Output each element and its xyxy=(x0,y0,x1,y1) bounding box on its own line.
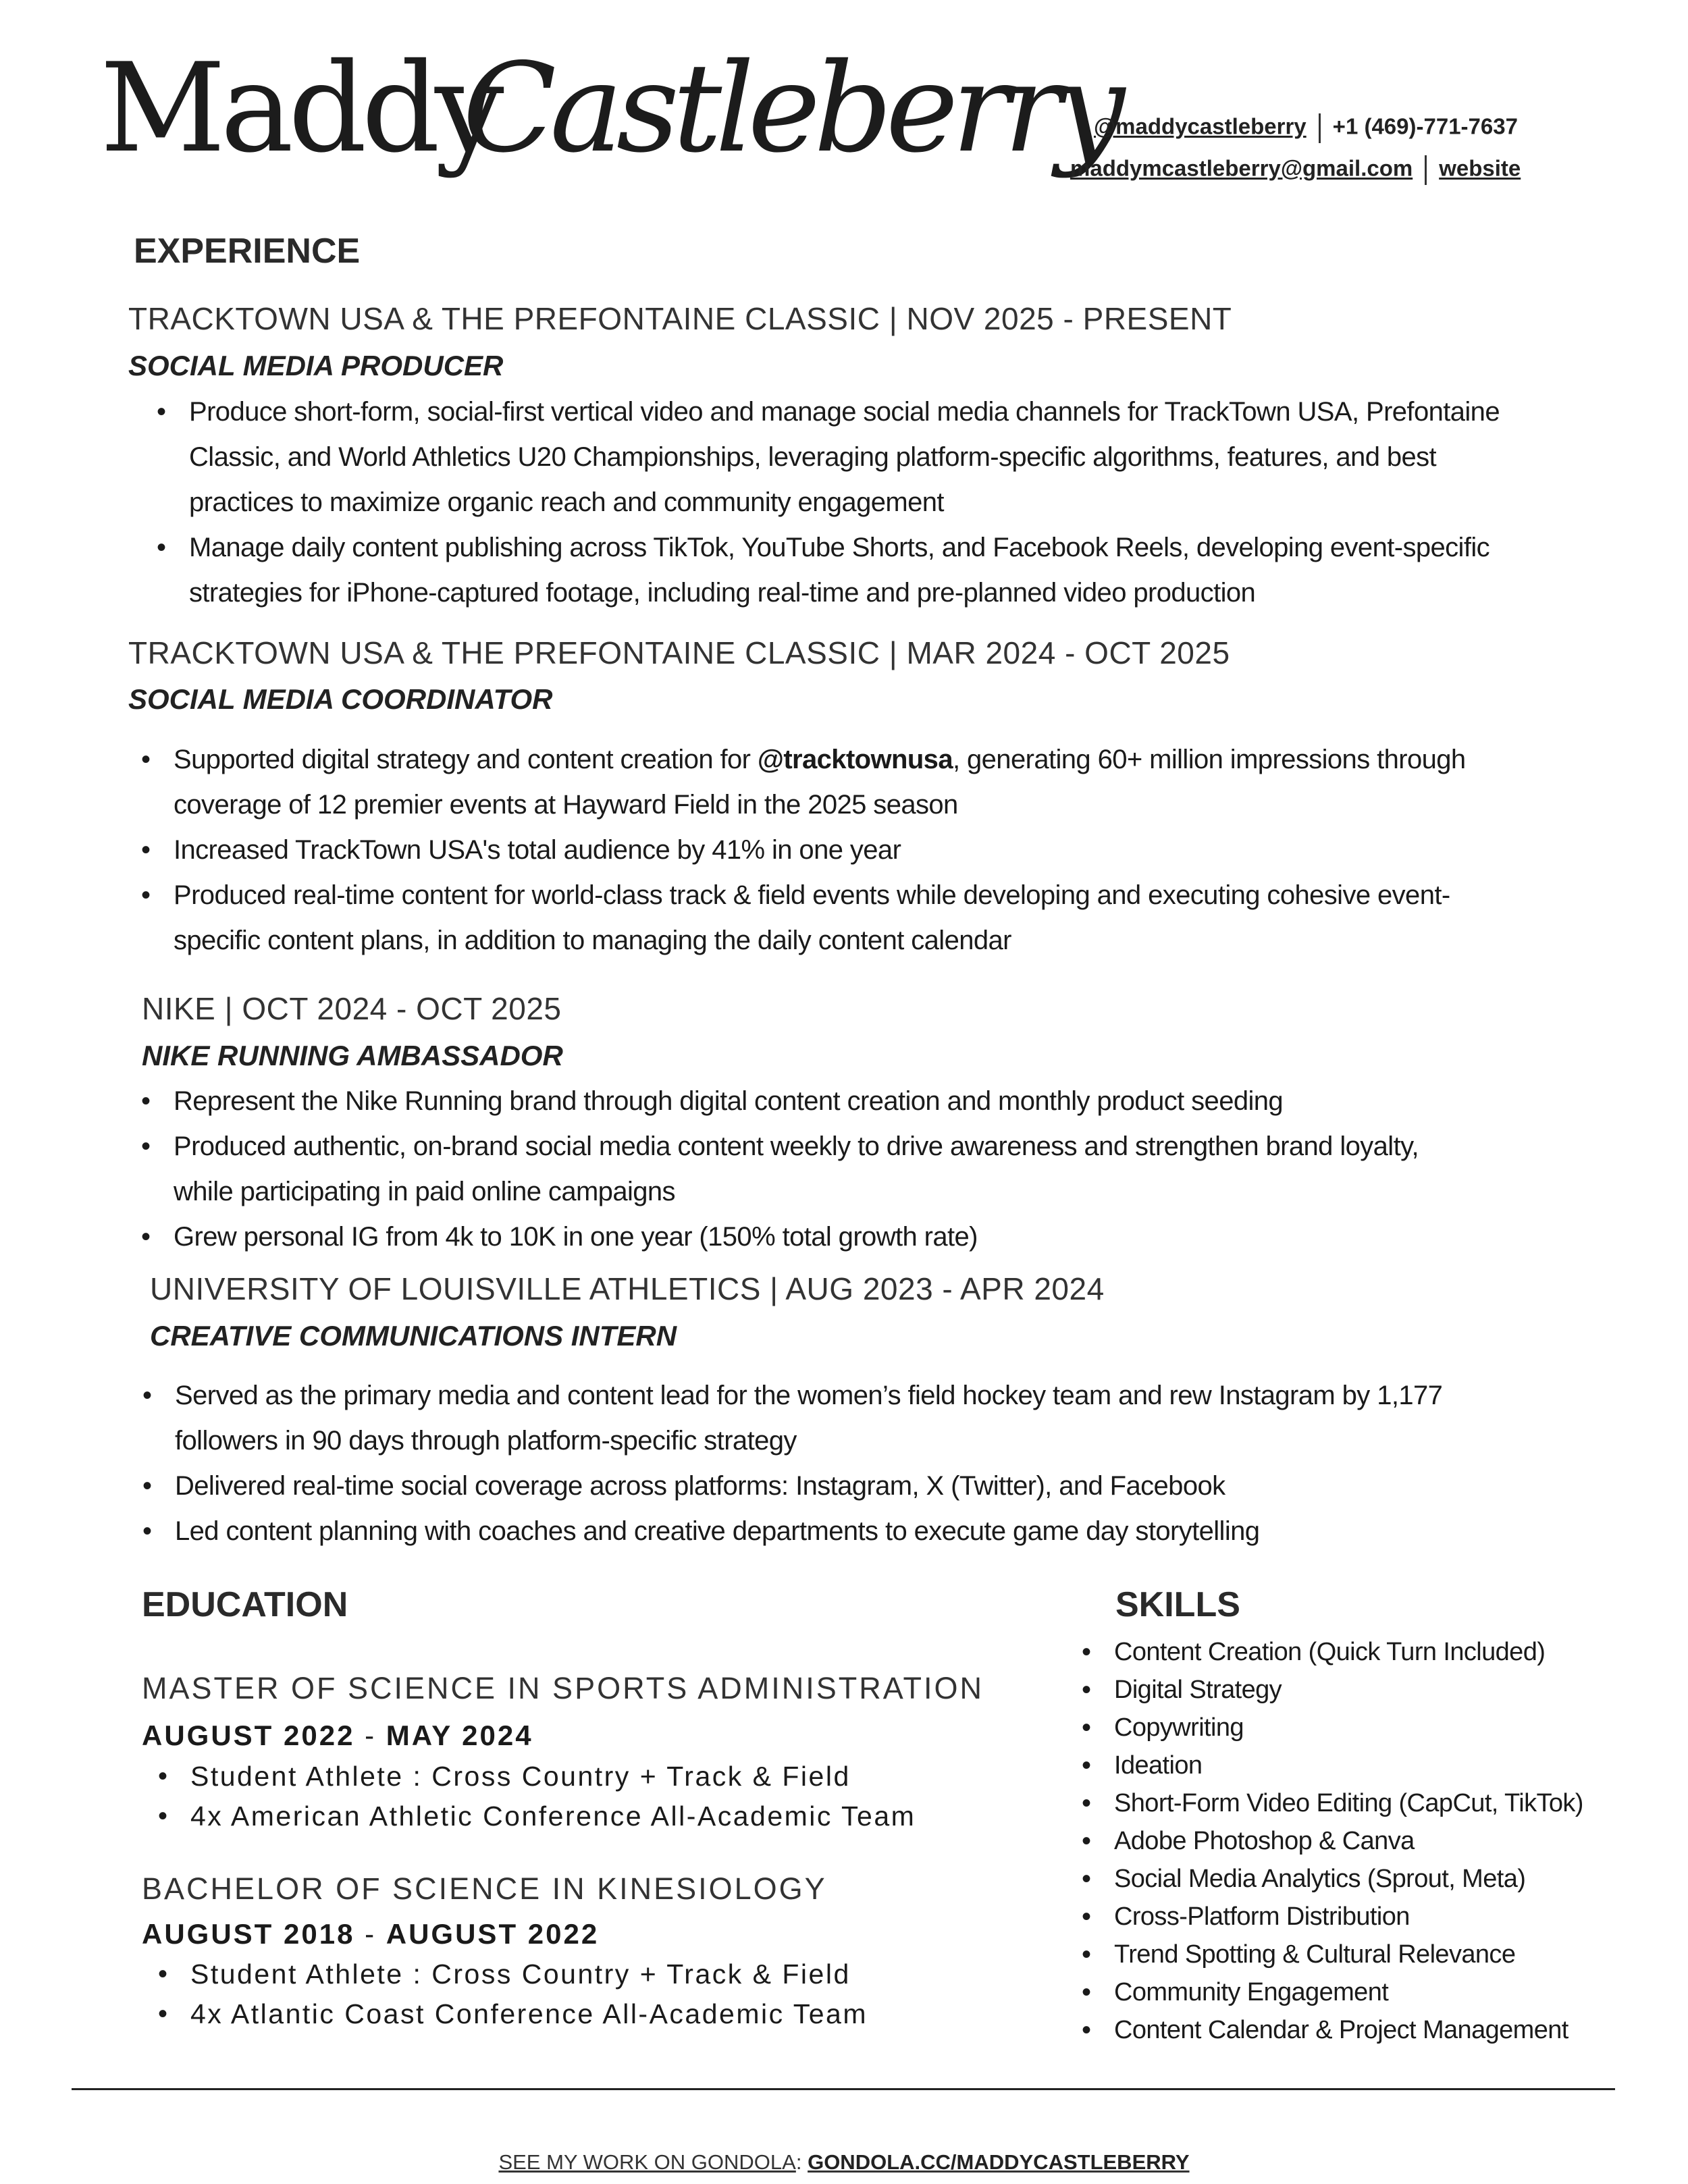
degree-title: MASTER OF SCIENCE IN SPORTS ADMINISTRATION xyxy=(142,1671,984,1705)
skill-item: • Ideation xyxy=(1114,1747,1627,1784)
bullet-item: • Delivered real-time social coverage across platforms: Instagram, X (Twitter), and Facebook xyxy=(175,1464,1573,1509)
skill-item: • Trend Spotting & Cultural Relevance xyxy=(1114,1936,1627,1973)
skill-item: • Short-Form Video Editing (CapCut, TikTok) xyxy=(1114,1784,1627,1822)
bullet-item: • Served as the primary media and content lead for the women’s field hockey team and rew Instagram by 1,177 followers in 90 days through platform-specific strategy xyxy=(175,1373,1573,1464)
job-bullets xyxy=(175,1373,1573,1554)
education-heading: EDUCATION xyxy=(142,1585,348,1624)
contact-line-2 xyxy=(1070,155,1521,185)
job-heading: TRACKTOWN USA & THE PREFONTAINE CLASSIC | MAR 2024 - OCT 2025 xyxy=(128,635,1230,670)
bullet-item: • 4x Atlantic Coast Conference All-Academic Team xyxy=(190,1994,1068,2034)
skill-item: • Adobe Photoshop & Canva xyxy=(1114,1822,1627,1860)
gondola-link[interactable]: GONDOLA.CC/MADDYCASTLEBERRY xyxy=(808,2150,1190,2174)
job-heading: NIKE | OCT 2024 - OCT 2025 xyxy=(142,991,562,1026)
skill-item: • Copywriting xyxy=(1114,1709,1627,1747)
email-link[interactable]: maddymcastleberry@gmail.com xyxy=(1070,155,1413,181)
degree-dates: AUGUST 2022 - MAY 2024 xyxy=(142,1720,533,1751)
experience-heading: EXPERIENCE xyxy=(134,232,361,271)
bullet-item: • Supported digital strategy and content creation for @tracktownusa, generating 60+ million impressions through coverage of 12 premier events at Hayward Field in the 2025 season xyxy=(174,737,1571,828)
job-heading: TRACKTOWN USA & THE PREFONTAINE CLASSIC | NOV 2025 - PRESENT xyxy=(128,301,1232,336)
bullet-item: • Produced authentic, on-brand social media content weekly to drive awareness and strengthen brand loyalty, while participating in paid online campaigns xyxy=(174,1124,1571,1215)
degree-bullets xyxy=(190,1954,1068,2034)
bullet-item: • Increased TrackTown USA's total audience by 41% in one year xyxy=(174,828,1571,873)
degree-dates: AUGUST 2018 - AUGUST 2022 xyxy=(142,1918,600,1950)
bullet-item: • Manage daily content publishing across TikTok, YouTube Shorts, and Facebook Reels, developing event-specific strategies for iPhone-captured footage, including real-time and pre-planned video production xyxy=(189,525,1573,616)
website-link[interactable]: website xyxy=(1439,155,1521,181)
degree-title: BACHELOR OF SCIENCE IN KINESIOLOGY xyxy=(142,1871,827,1906)
bullet-item: • Led content planning with coaches and creative departments to execute game day storytelling xyxy=(175,1509,1573,1554)
job-bullets xyxy=(189,390,1573,616)
job-title: CREATIVE COMMUNICATIONS INTERN xyxy=(150,1320,677,1352)
job-bullets xyxy=(174,1079,1571,1260)
divider xyxy=(1319,113,1321,143)
bullet-item: • Student Athlete : Cross Country + Track & Field xyxy=(190,1757,1068,1796)
job-heading: UNIVERSITY OF LOUISVILLE ATHLETICS | AUG 2023 - APR 2024 xyxy=(150,1271,1105,1306)
divider xyxy=(1425,155,1427,185)
skill-item: • Digital Strategy xyxy=(1114,1671,1627,1709)
job-title: SOCIAL MEDIA PRODUCER xyxy=(128,350,504,381)
bullet-item: • Student Athlete : Cross Country + Track & Field xyxy=(190,1954,1068,1994)
tracktownusa-mention: @tracktownusa xyxy=(757,745,953,774)
skill-item: • Content Creation (Quick Turn Included) xyxy=(1114,1633,1627,1671)
skill-item: • Community Engagement xyxy=(1114,1973,1627,2011)
name-first: Maddy xyxy=(100,36,499,180)
bullet-item: • Grew personal IG from 4k to 10K in one year (150% total growth rate) xyxy=(174,1215,1571,1260)
footer-label: SEE MY WORK ON GONDOLA xyxy=(498,2150,796,2174)
skills-list xyxy=(1114,1633,1627,2049)
skill-item: • Cross-Platform Distribution xyxy=(1114,1898,1627,1936)
degree-bullets xyxy=(190,1757,1068,1836)
bullet-item: • 4x American Athletic Conference All-Academic Team xyxy=(190,1796,1068,1836)
bullet-item: • Produce short-form, social-first vertical video and manage social media channels for TrackTown USA, Prefontaine Classic, and World Athletics U20 Championships, leveraging platform-specific algorithms, features, and best practices to maximize organic reach and community engagement xyxy=(189,390,1573,525)
footer-divider xyxy=(72,2088,1615,2090)
instagram-handle-link[interactable]: @maddycastleberry xyxy=(1094,113,1307,139)
footer: SEE MY WORK ON GONDOLA: GONDOLA.CC/MADDYCASTLEBERRY xyxy=(498,2150,1190,2174)
skill-item: • Content Calendar & Project Management xyxy=(1114,2011,1627,2049)
contact-line-1 xyxy=(1094,113,1518,143)
bullet-item: • Represent the Nike Running brand through digital content creation and monthly product seeding xyxy=(174,1079,1571,1124)
job-title: NIKE RUNNING AMBASSADOR xyxy=(142,1040,563,1071)
skills-heading: SKILLS xyxy=(1115,1585,1240,1624)
job-bullets xyxy=(174,737,1571,963)
phone-number: +1 (469)-771-7637 xyxy=(1332,113,1518,139)
name-last: Castleberry xyxy=(463,36,1119,180)
job-title: SOCIAL MEDIA COORDINATOR xyxy=(128,683,553,715)
skill-item: • Social Media Analytics (Sprout, Meta) xyxy=(1114,1860,1627,1898)
bullet-item: • Produced real-time content for world-class track & field events while developing and executing cohesive event- specific content plans, in addition to managing the daily content calendar xyxy=(174,873,1571,963)
